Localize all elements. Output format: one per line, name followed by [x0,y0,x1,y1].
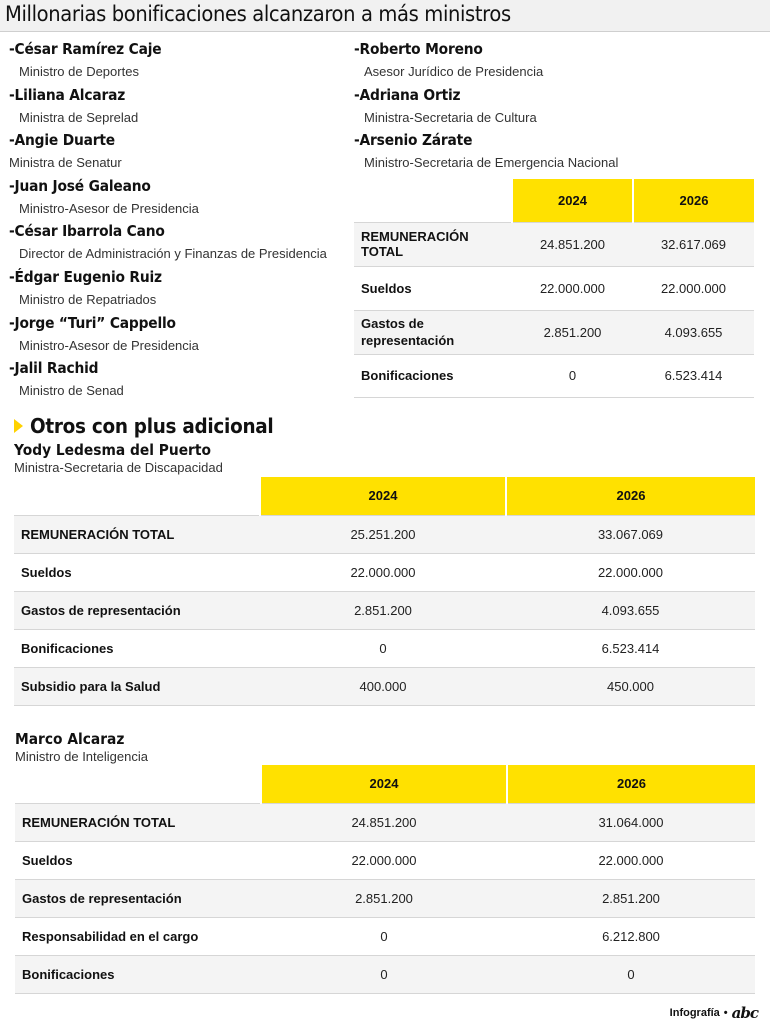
table-header-2026: 2026 [633,179,754,222]
minister-item [9,86,138,125]
person-header [15,730,148,764]
table-header-2024: 2024 [260,477,506,515]
value-2024: 400.000 [260,667,506,705]
minister-name: -César Ramírez Caje [9,40,162,58]
table-row [354,266,754,310]
value-2024: 0 [261,955,507,993]
table-row [14,553,755,591]
minister-item [9,131,124,170]
table-header-row [354,179,754,222]
table-header-row [14,477,755,515]
credit [670,1004,758,1022]
value-2024: 22.000.000 [512,266,633,310]
minister-role: Ministro-Asesor de Presidencia [19,201,199,216]
row-label: Bonificaciones [15,955,261,993]
value-2026: 6.523.414 [633,354,754,397]
table-header-blank [15,765,261,803]
table-row [14,667,755,705]
value-2026: 0 [507,955,755,993]
salary-table-main [354,179,754,398]
row-label: REMUNERACIÓN TOTAL [354,222,512,266]
section-header [14,414,295,438]
table-header-2024: 2024 [261,765,507,803]
minister-role: Director de Administración y Finanzas de Presidencia [19,246,327,261]
table-row [354,222,754,266]
person-role: Ministra-Secretaria de Discapacidad [14,460,223,475]
person-name: Yody Ledesma del Puerto [14,441,211,459]
minister-name: -Arsenio Zárate [354,131,473,149]
row-label: Subsidio para la Salud [14,667,260,705]
minister-name: -Liliana Alcaraz [9,86,126,104]
value-2026: 4.093.655 [633,310,754,354]
table-header-blank [354,179,512,222]
value-2026: 32.617.069 [633,222,754,266]
value-2024: 22.000.000 [260,553,506,591]
minister-role: Ministro-Secretaria de Emergencia Nacional [364,155,619,170]
table-header-row [15,765,755,803]
minister-role: Ministro de Repatriados [19,292,157,307]
value-2026: 31.064.000 [507,803,755,841]
table-header-blank [14,477,260,515]
minister-role: Ministra de Senatur [9,155,122,170]
minister-item [9,359,124,398]
row-label: Bonificaciones [354,354,512,397]
table-row [14,515,755,553]
minister-item [9,40,175,79]
value-2024: 2.851.200 [260,591,506,629]
minister-role: Ministro de Senad [19,383,124,398]
credit-label: Infografía [669,1007,720,1019]
minister-item [354,40,543,79]
table-row [15,879,755,917]
page-title: Millonarias bonificaciones alcanzaron a más ministros [5,2,511,26]
credit-separator: • [723,1007,728,1019]
table-row [354,354,754,397]
table-row [15,841,755,879]
table-row [14,591,755,629]
section-title: Otros con plus adicional [30,414,274,438]
row-label: Gastos de representación [14,591,260,629]
minister-item [354,131,618,170]
value-2024: 0 [512,354,633,397]
value-2026: 6.523.414 [506,629,755,667]
minister-role: Asesor Jurídico de Presidencia [364,64,544,79]
minister-name: -Angie Duarte [9,131,115,149]
value-2024: 2.851.200 [512,310,633,354]
minister-name: -Juan José Galeano [9,177,151,195]
title-bar [0,0,770,32]
minister-item [9,268,175,307]
value-2024: 25.251.200 [260,515,506,553]
row-label: Gastos de representación [15,879,261,917]
table-row [15,803,755,841]
minister-role: Ministra de Seprelad [19,110,139,125]
abc-logo: abc [731,1004,758,1022]
row-label: REMUNERACIÓN TOTAL [15,803,261,841]
value-2026: 22.000.000 [633,266,754,310]
value-2026: 450.000 [506,667,755,705]
value-2024: 22.000.000 [261,841,507,879]
value-2024: 2.851.200 [261,879,507,917]
table-row [14,629,755,667]
minister-name: -Édgar Eugenio Ruiz [9,268,162,286]
table-row [15,955,755,993]
table-row [354,310,754,354]
row-label: Responsabilidad en el cargo [15,917,261,955]
minister-role: Ministra-Secretaria de Cultura [364,110,537,125]
value-2024: 24.851.200 [261,803,507,841]
value-2026: 2.851.200 [507,879,755,917]
table-row [15,917,755,955]
table-header-2026: 2026 [507,765,755,803]
value-2024: 24.851.200 [512,222,633,266]
table-header-2026: 2026 [506,477,755,515]
row-label: Sueldos [14,553,260,591]
minister-item [9,314,199,353]
minister-item [9,177,199,216]
row-label: Gastos de representación [354,310,512,354]
value-2026: 4.093.655 [506,591,755,629]
value-2026: 22.000.000 [507,841,755,879]
person-name: Marco Alcaraz [15,730,125,748]
minister-role: Ministro de Deportes [19,64,139,79]
minister-name: -Jorge “Turi” Cappello [9,314,176,332]
value-2026: 6.212.800 [507,917,755,955]
table-header-2024: 2024 [512,179,633,222]
value-2024: 0 [261,917,507,955]
triangle-marker-icon [14,419,23,433]
minister-name: -Jalil Rachid [9,359,99,377]
minister-name: -Roberto Moreno [354,40,483,58]
value-2026: 33.067.069 [506,515,755,553]
minister-name: -Adriana Ortiz [354,86,461,104]
minister-name: -César Ibarrola Cano [9,222,165,240]
salary-table-person2 [15,765,755,994]
value-2024: 0 [260,629,506,667]
value-2026: 22.000.000 [506,553,755,591]
salary-table-person1 [14,477,755,706]
row-label: REMUNERACIÓN TOTAL [14,515,260,553]
person-role: Ministro de Inteligencia [15,749,148,764]
row-label: Bonificaciones [14,629,260,667]
row-label: Sueldos [15,841,261,879]
minister-role: Ministro-Asesor de Presidencia [19,338,199,353]
row-label: Sueldos [354,266,512,310]
minister-item [354,86,537,125]
person-header [14,441,228,475]
minister-item [9,222,327,261]
